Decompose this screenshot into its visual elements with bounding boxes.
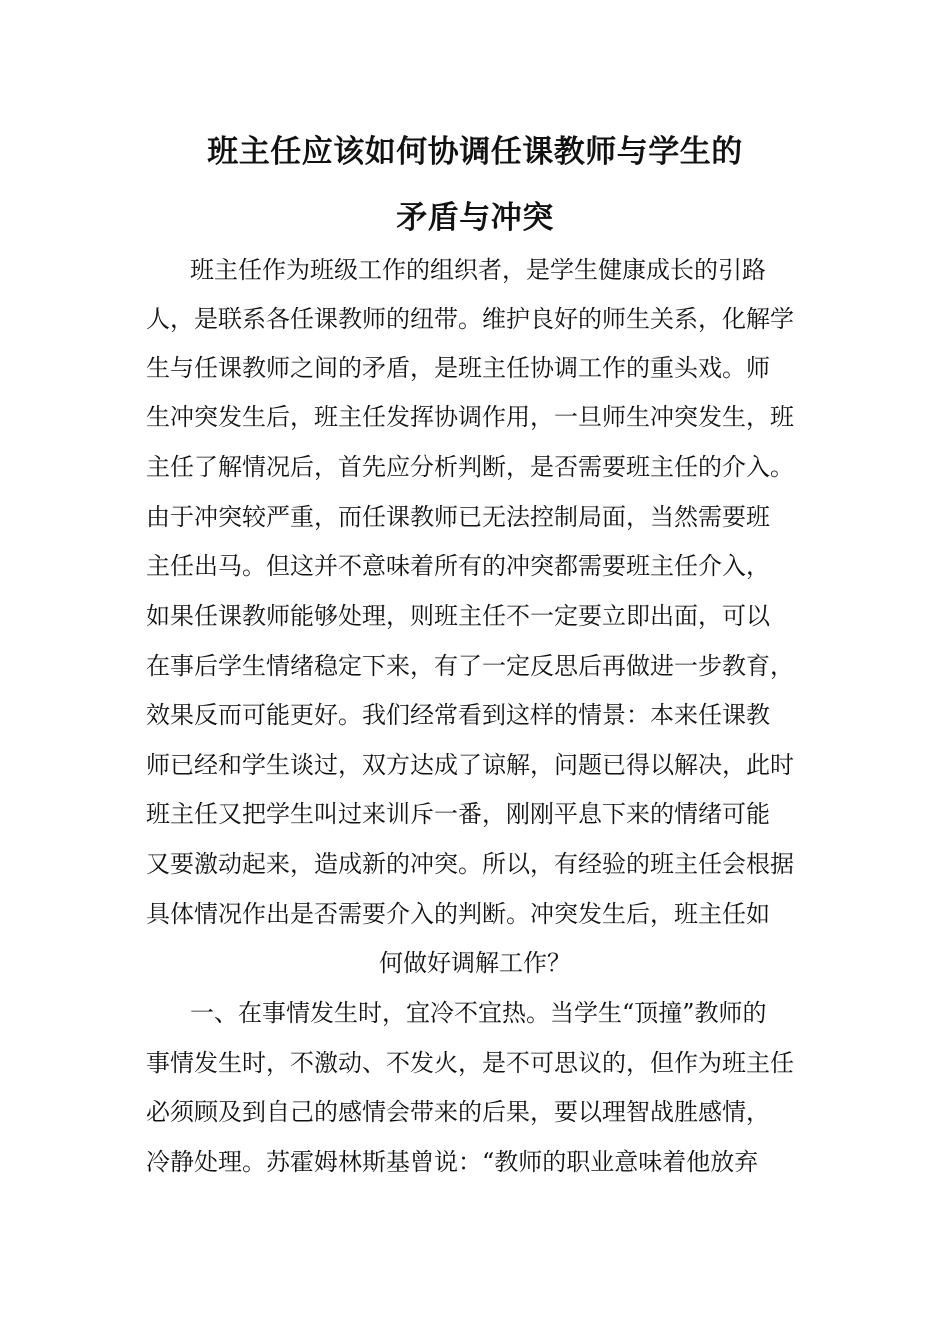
paragraph-line: 效果反而可能更好。我们经常看到这样的情景：本来任课教 (146, 701, 770, 729)
document-title-line-1: 班主任应该如何协调任课教师与学生的 (207, 134, 743, 170)
paragraph-line: 一、在事情发生时，宜冷不宜热。当学生“顶撞”教师的 (190, 999, 767, 1027)
paragraph-line: 师已经和学生谈过，双方达成了谅解，问题已得以解决，此时 (146, 751, 794, 779)
paragraph-line: 事情发生时，不激动、不发火，是不可思议的，但作为班主任 (146, 1049, 794, 1077)
paragraph-line: 又要激动起来，造成新的冲突。所以，有经验的班主任会根据 (146, 850, 794, 878)
paragraph-line: 班主任作为班级工作的组织者，是学生健康成长的引路 (190, 256, 766, 284)
paragraph-line: 具体情况作出是否需要介入的判断。冲突发生后，班主任如 (146, 900, 770, 928)
paragraph-line: 主任了解情况后，首先应分析判断，是否需要班主任的介入。 (146, 453, 794, 481)
paragraph-line: 何做好调解工作？ (379, 949, 571, 977)
paragraph-line: 冷静处理。苏霍姆林斯基曾说：“教师的职业意味着他放弃 (146, 1148, 759, 1176)
paragraph-line: 主任出马。但这并不意味着所有的冲突都需要班主任介入， (146, 552, 770, 580)
document-title-line-2: 矛盾与冲突 (396, 200, 554, 236)
paragraph-line: 生与任课教师之间的矛盾，是班主任协调工作的重头戏。师 (146, 354, 770, 382)
paragraph-line: 班主任又把学生叫过来训斥一番，刚刚平息下来的情绪可能 (146, 800, 770, 828)
paragraph-line: 必须顾及到自己的感情会带来的后果，要以理智战胜感情， (146, 1098, 770, 1126)
paragraph-line: 由于冲突较严重，而任课教师已无法控制局面，当然需要班 (146, 503, 770, 531)
paragraph-line: 生冲突发生后，班主任发挥协调作用，一旦师生冲突发生，班 (146, 403, 794, 431)
paragraph-line: 人，是联系各任课教师的纽带。维护良好的师生关系，化解学 (146, 305, 794, 333)
paragraph-line: 如果任课教师能够处理，则班主任不一定要立即出面，可以 (146, 602, 770, 630)
paragraph-line: 在事后学生情绪稳定下来，有了一定反思后再做进一步教育， (146, 652, 794, 680)
